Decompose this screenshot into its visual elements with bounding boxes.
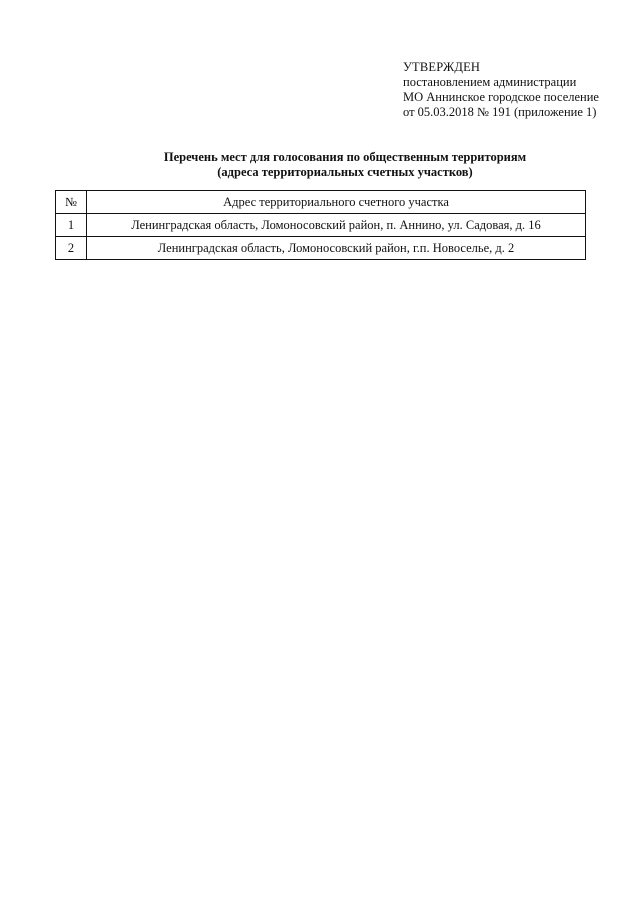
approval-line-3: от 05.03.2018 № 191 (приложение 1) — [403, 105, 597, 119]
table-row — [56, 214, 586, 237]
approval-stamp: УТВЕРЖДЕН — [403, 60, 481, 74]
document-title — [100, 150, 590, 180]
approval-line-2: МО Аннинское городское поселение — [403, 90, 599, 104]
row-number: 2 — [56, 237, 87, 260]
table-header-row — [56, 191, 586, 214]
voting-sites-table — [55, 190, 586, 260]
header-number: № — [56, 191, 87, 214]
approval-block — [403, 60, 628, 120]
row-address: Ленинградская область, Ломоносовский район, п. Аннино, ул. Садовая, д. 16 — [87, 214, 586, 237]
row-address: Ленинградская область, Ломоносовский район, г.п. Новоселье, д. 2 — [87, 237, 586, 260]
document-title-line-1: Перечень мест для голосования по общественным территориям — [163, 150, 527, 164]
row-number: 1 — [56, 214, 87, 237]
table-row — [56, 237, 586, 260]
header-address: Адрес территориального счетного участка — [87, 191, 586, 214]
document-title-line-2: (адреса территориальных счетных участков) — [217, 165, 473, 179]
approval-line-1: постановлением администрации — [403, 75, 577, 89]
